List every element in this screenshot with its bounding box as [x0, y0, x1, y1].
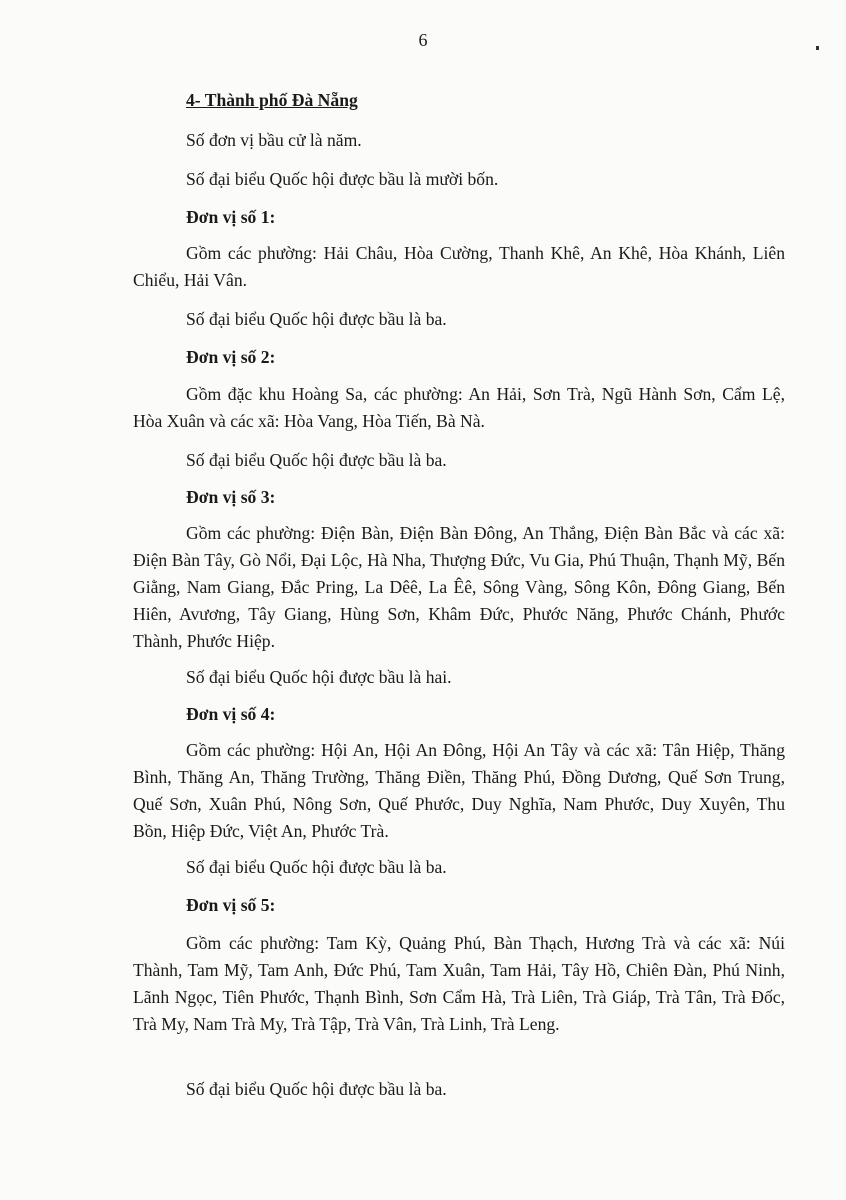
intro-unit-count: Số đơn vị bầu cử là năm.: [186, 130, 362, 150]
unit-heading: Đơn vị số 3:: [186, 487, 276, 507]
unit-heading: Đơn vị số 4:: [186, 704, 276, 724]
page-number: 6: [418, 30, 428, 50]
intro-delegate-count: Số đại biểu Quốc hội được bầu là mười bốn.: [186, 169, 499, 189]
unit-heading: Đơn vị số 5:: [186, 895, 276, 915]
unit-delegates: Số đại biểu Quốc hội được bầu là ba.: [186, 857, 447, 877]
unit-members: Gồm đặc khu Hoàng Sa, các phường: An Hải, Sơn Trà, Ngũ Hành Sơn, Cẩm Lệ, Hòa Xuân và các xã: Hòa Vang, Hòa Tiến, Bà Nà.: [133, 384, 785, 431]
unit-members: Gồm các phường: Hải Châu, Hòa Cường, Thanh Khê, An Khê, Hòa Khánh, Liên Chiểu, Hải Vân.: [133, 243, 785, 290]
unit-members: Gồm các phường: Tam Kỳ, Quảng Phú, Bàn Thạch, Hương Trà và các xã: Núi Thành, Tam Mỹ, Tam Anh, Đức Phú, Tam Xuân, Tam Hải, Tây Hồ, Chiên Đàn, Phú Ninh, Lãnh Ngọc, Tiên Phước, Thạnh Bình, Sơn Cẩm Hà, Trà Liên, Trà Giáp, Trà Tân, Trà Đốc, Trà My, Nam Trà My, Trà Tập, Trà Vân, Trà Linh, Trà Leng.: [133, 933, 785, 1034]
unit-delegates: Số đại biểu Quốc hội được bầu là ba.: [186, 1079, 447, 1099]
unit-heading: Đơn vị số 1:: [186, 207, 276, 227]
unit-members: Gồm các phường: Điện Bàn, Điện Bàn Đông, An Thắng, Điện Bàn Bắc và các xã: Điện Bàn Tây, Gò Nổi, Đại Lộc, Hà Nha, Thượng Đức, Vu Gia, Phú Thuận, Thạnh Mỹ, Bến Giằng, Nam Giang, Đắc Pring, La Dêê, La Êê, Sông Vàng, Sông Kôn, Đông Giang, Bến Hiên, Avương, Tây Giang, Hùng Sơn, Khâm Đức, Phước Năng, Phước Chánh, Phước Thành, Phước Hiệp.: [133, 523, 785, 651]
unit-heading: Đơn vị số 2:: [186, 347, 276, 367]
section-title: 4- Thành phố Đà Nẵng: [186, 90, 358, 110]
unit-delegates: Số đại biểu Quốc hội được bầu là ba.: [186, 309, 447, 329]
unit-delegates: Số đại biểu Quốc hội được bầu là hai.: [186, 667, 452, 687]
scan-speck: [816, 46, 819, 50]
unit-delegates: Số đại biểu Quốc hội được bầu là ba.: [186, 450, 447, 470]
unit-members: Gồm các phường: Hội An, Hội An Đông, Hội An Tây và các xã: Tân Hiệp, Thăng Bình, Thăng An, Thăng Trường, Thăng Điền, Thăng Phú, Đồng Dương, Quế Sơn Trung, Quế Sơn, Xuân Phú, Nông Sơn, Quế Phước, Duy Nghĩa, Nam Phước, Duy Xuyên, Thu Bồn, Hiệp Đức, Việt An, Phước Trà.: [133, 740, 785, 841]
